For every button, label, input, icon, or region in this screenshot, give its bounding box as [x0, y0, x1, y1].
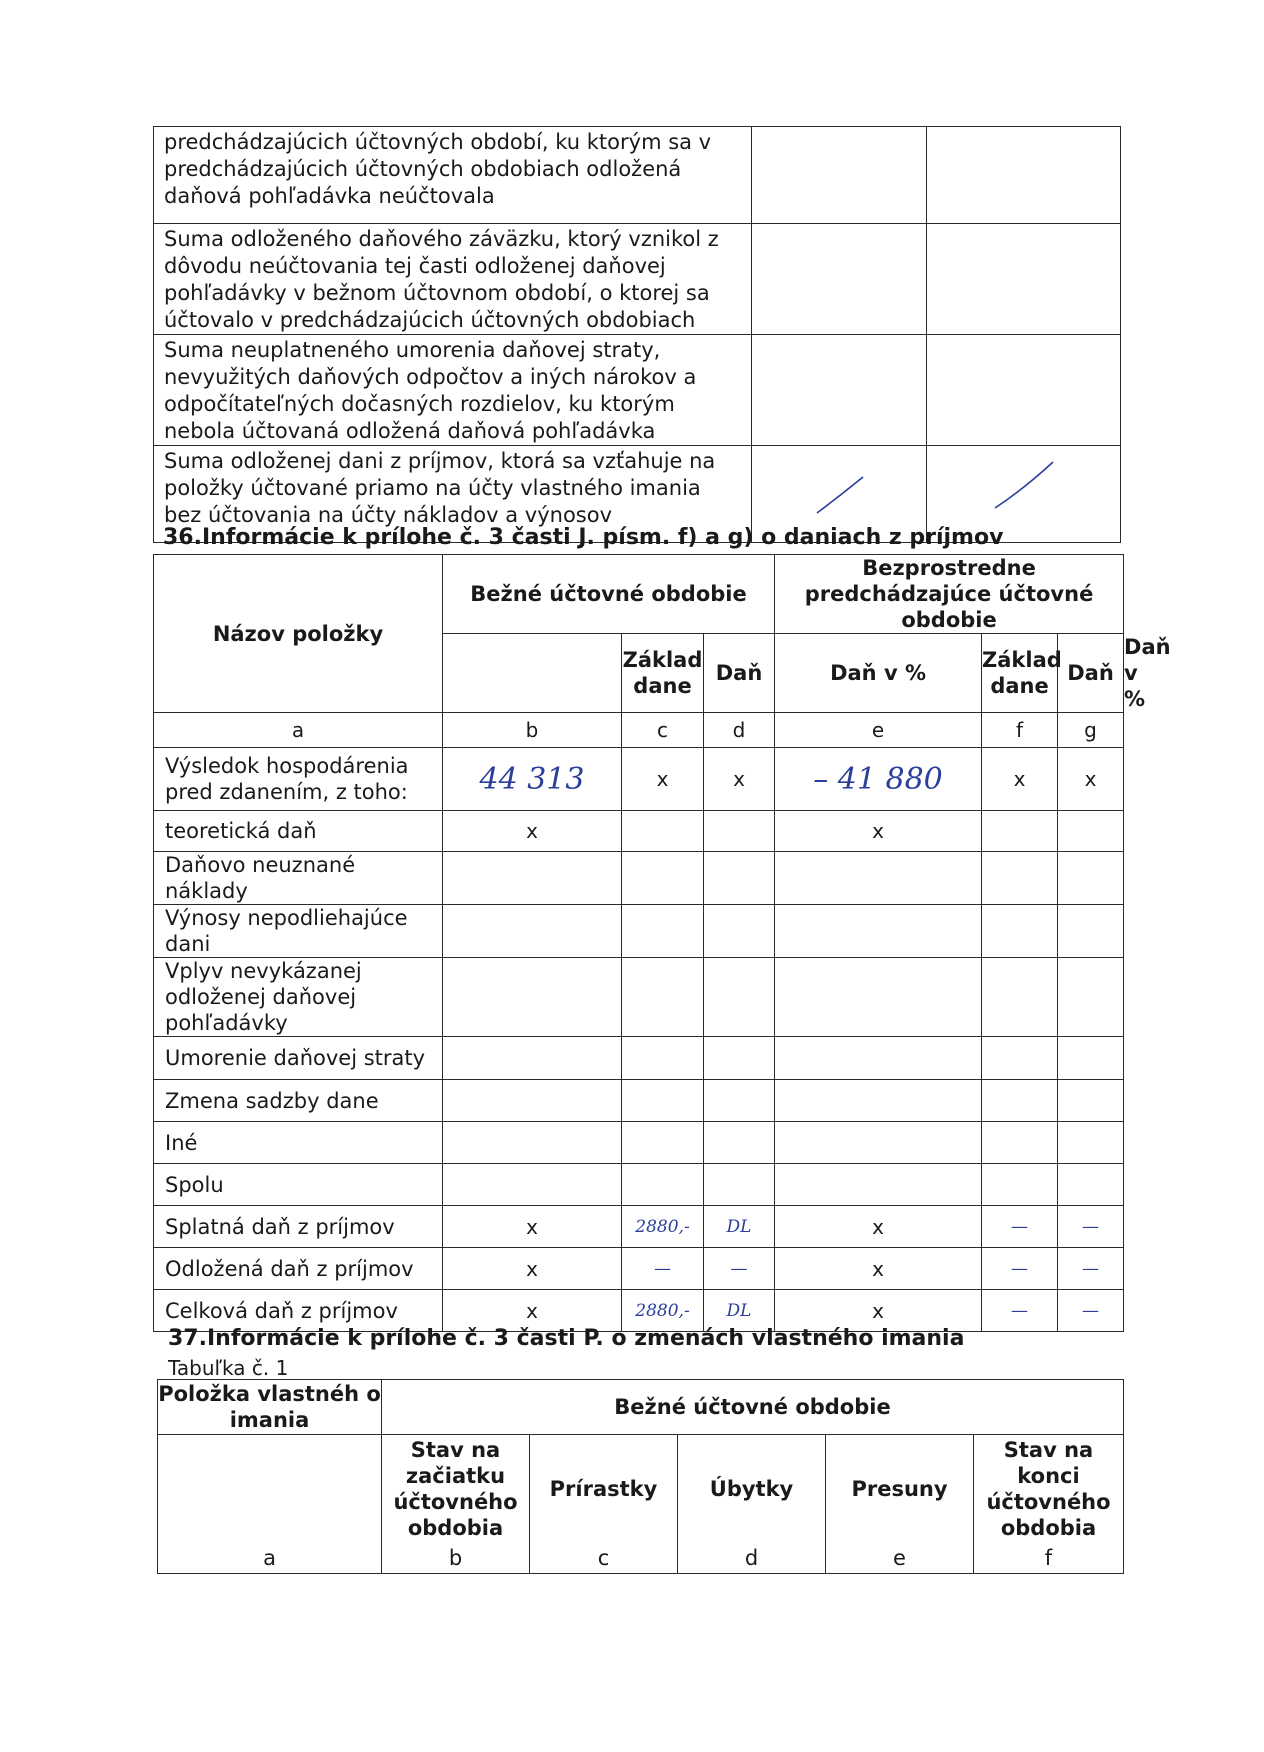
cell-c	[622, 905, 704, 958]
value-cell	[927, 127, 1121, 224]
cell-b	[443, 1037, 622, 1080]
cell-e	[775, 1037, 982, 1080]
row-label: Odložená daň z príjmov	[154, 1248, 443, 1290]
column-letter: a	[154, 713, 443, 748]
cell-d	[704, 811, 775, 852]
cell-e	[775, 905, 982, 958]
cell-b: x	[443, 1248, 622, 1290]
row-label: Suma neuplatneného umorenia daňovej straty, nevyužitých daňových odpočtov a iných nárokov a odpočítateľných dočasných rozdielov, ku ktorým nebola účtovaná odložená daňová pohľadávka	[154, 335, 752, 446]
value-cell	[752, 127, 927, 224]
cell-g	[1058, 1164, 1124, 1206]
row-label: Suma odloženého daňového záväzku, ktorý vznikol z dôvodu neúčtovania tej časti odloženej daňovej pohľadávky v bežnom účtovnom období, o ktorej sa účtovalo v predchádzajúcich účtovných obdobiach	[154, 224, 752, 335]
cell-e: x	[775, 811, 982, 852]
header-equity-item: Položka vlastnéh o imania	[158, 1380, 382, 1435]
cell-b: 44 313	[443, 748, 622, 811]
header-decreases: Úbytky	[678, 1435, 826, 1544]
cell-d	[704, 958, 775, 1037]
row-label: Výsledok hospodárenia pred zdanením, z toho:	[154, 748, 443, 811]
cell-g: —	[1058, 1290, 1124, 1332]
cell-c	[622, 852, 704, 905]
column-letter: b	[382, 1543, 530, 1574]
header-tax-pct: Daň v %	[775, 634, 982, 713]
cell-e: x	[775, 1290, 982, 1332]
cell-c	[622, 1164, 704, 1206]
table-label: Tabuľka č. 1	[168, 1356, 289, 1380]
column-letter: f	[982, 713, 1058, 748]
handwritten-strike-icon	[989, 454, 1059, 514]
cell-b	[443, 1164, 622, 1206]
table-row	[154, 1122, 1124, 1164]
cell-d: DL	[704, 1206, 775, 1248]
cell-c	[622, 1080, 704, 1122]
header-item: Názov položky	[154, 555, 443, 713]
cell-g	[1058, 852, 1124, 905]
row-label: Umorenie daňovej straty	[154, 1037, 443, 1080]
cell-f: —	[982, 1206, 1058, 1248]
value-cell	[927, 335, 1121, 446]
value-cell	[927, 224, 1121, 335]
row-label: Daňovo neuznané náklady	[154, 852, 443, 905]
cell-g	[1058, 905, 1124, 958]
cell-f	[982, 1037, 1058, 1080]
cell-d: DL	[704, 1290, 775, 1332]
section-36-title: 36.Informácie k prílohe č. 3 časti J. písm. f) a g) o daniach z príjmov	[163, 525, 1004, 550]
cell-d	[704, 1037, 775, 1080]
letter-row	[158, 1543, 1124, 1574]
letter-row	[154, 713, 1124, 748]
value-cell	[752, 335, 927, 446]
cell-g	[1058, 811, 1124, 852]
cell-f: x	[982, 748, 1058, 811]
cell-e	[775, 852, 982, 905]
value-cell	[752, 224, 927, 335]
table-row	[154, 905, 1124, 958]
cell-e	[775, 1164, 982, 1206]
row-label: Iné	[154, 1122, 443, 1164]
handwritten-strike-icon	[809, 469, 869, 519]
cell-d	[704, 905, 775, 958]
cell-c: —	[622, 1248, 704, 1290]
cell-f	[982, 905, 1058, 958]
cell-e	[775, 1080, 982, 1122]
cell-d	[704, 1080, 775, 1122]
table-row	[154, 811, 1124, 852]
cell-c	[622, 958, 704, 1037]
header-tax-base: Základ dane	[622, 634, 704, 713]
header-previous-period: Bezprostredne predchádzajúce účtovné obdobie	[775, 555, 1124, 634]
header-transfers: Presuny	[826, 1435, 974, 1544]
table-row	[154, 1080, 1124, 1122]
row-label: Celková daň z príjmov	[154, 1290, 443, 1332]
cell-d	[704, 1122, 775, 1164]
cell-f	[982, 811, 1058, 852]
section-37-title: 37.Informácie k prílohe č. 3 časti P. o zmenách vlastného imania	[168, 1326, 965, 1351]
row-label: Spolu	[154, 1164, 443, 1206]
column-letter: c	[622, 713, 704, 748]
cell-f	[982, 1122, 1058, 1164]
cell-d: —	[704, 1248, 775, 1290]
table-row	[154, 1037, 1124, 1080]
column-letter: c	[530, 1543, 678, 1574]
cell-g	[1058, 958, 1124, 1037]
row-label: Zmena sadzby dane	[154, 1080, 443, 1122]
header-end: Stav na konci účtovného obdobia	[974, 1435, 1124, 1544]
cell-b	[443, 852, 622, 905]
income-tax-table: Názov položky Bežné účtovné obdobie Bezprostredne predchádzajúce účtovné obdobie Základ dane Daň Daň v % Základ dane Daň Daň v % a b c d e f g Výsledok hospodárenia pred zdanením, z toho: 44 313 x x – 41 880 x x teoretická daň x x Daňovo neuznané náklady Výnosy nepodliehajúce dani Vplyv nevykázanej odloženej daňovej pohľadávky Umorenie daňovej straty Zmena sadzby dane Iné Spolu Splatná daň z príjmov x 2880,- DL x — — Odložená daň z príjmov x — — x — — Celková daň z príjmov x 2880,- DL x — —	[153, 554, 1124, 1332]
cell-e: – 41 880	[775, 748, 982, 811]
cell-g: —	[1058, 1206, 1124, 1248]
cell-e	[775, 958, 982, 1037]
header-tax: Daň	[704, 634, 775, 713]
table-row	[154, 224, 1121, 335]
column-letter: g	[1058, 713, 1124, 748]
equity-changes-table	[157, 1379, 1124, 1574]
column-letter: d	[704, 713, 775, 748]
cell-d	[704, 1164, 775, 1206]
column-letter: d	[678, 1543, 826, 1574]
table-row	[154, 852, 1124, 905]
cell-b	[443, 1080, 622, 1122]
cell-b	[443, 905, 622, 958]
cell-g: —	[1058, 1248, 1124, 1290]
cell-f	[982, 1164, 1058, 1206]
column-letter: e	[775, 713, 982, 748]
header-start: Stav na začiatku účtovného obdobia	[382, 1435, 530, 1544]
cell-c: 2880,-	[622, 1290, 704, 1332]
cell-b: x	[443, 1290, 622, 1332]
cell-b	[443, 958, 622, 1037]
column-letter: b	[443, 713, 622, 748]
cell-g	[1058, 1037, 1124, 1080]
column-letter: e	[826, 1543, 974, 1574]
cell-b	[443, 1122, 622, 1164]
header-blank	[158, 1435, 382, 1544]
cell-e	[775, 1122, 982, 1164]
header-tax-base-prev: Základ dane	[982, 634, 1058, 713]
table-row	[154, 1164, 1124, 1206]
row-label: Výnosy nepodliehajúce dani	[154, 905, 443, 958]
cell-f: —	[982, 1290, 1058, 1332]
row-label: Suma odloženej dani z príjmov, ktorá sa vzťahuje na položky účtované priamo na účty vlastného imania bez účtovania na účty nákladov a výnosov	[154, 446, 752, 543]
table-row	[154, 127, 1121, 224]
cell-d	[704, 852, 775, 905]
header-increases: Prírastky	[530, 1435, 678, 1544]
column-letter: a	[158, 1543, 382, 1574]
cell-c: 2880,-	[622, 1206, 704, 1248]
cell-b: x	[443, 1206, 622, 1248]
cell-c	[622, 1037, 704, 1080]
row-label: Vplyv nevykázanej odloženej daňovej pohľadávky	[154, 958, 443, 1037]
header-tax-prev: Daň	[1058, 634, 1124, 713]
cell-f	[982, 958, 1058, 1037]
cell-f	[982, 852, 1058, 905]
cell-g: x	[1058, 748, 1124, 811]
cell-e: x	[775, 1248, 982, 1290]
cell-c	[622, 1122, 704, 1164]
table-row	[154, 335, 1121, 446]
cell-b: x	[443, 811, 622, 852]
cell-f	[982, 1080, 1058, 1122]
cell-g	[1058, 1122, 1124, 1164]
table-row	[154, 958, 1124, 1037]
header-blank	[443, 634, 622, 713]
table-row	[154, 748, 1124, 811]
cell-c: x	[622, 748, 704, 811]
cell-c	[622, 811, 704, 852]
deferred-tax-table	[153, 126, 1121, 543]
cell-g	[1058, 1080, 1124, 1122]
table-row	[154, 1248, 1124, 1290]
header-current-period: Bežné účtovné obdobie	[443, 555, 775, 634]
row-label: Splatná daň z príjmov	[154, 1206, 443, 1248]
header-current-period: Bežné účtovné obdobie	[382, 1380, 1124, 1435]
row-label: teoretická daň	[154, 811, 443, 852]
table-row	[154, 1206, 1124, 1248]
column-letter: f	[974, 1543, 1124, 1574]
row-label: predchádzajúcich účtovných období, ku ktorým sa v predchádzajúcich účtovných obdobiach odložená daňová pohľadávka neúčtovala	[154, 127, 752, 224]
cell-d: x	[704, 748, 775, 811]
cell-f: —	[982, 1248, 1058, 1290]
cell-e: x	[775, 1206, 982, 1248]
